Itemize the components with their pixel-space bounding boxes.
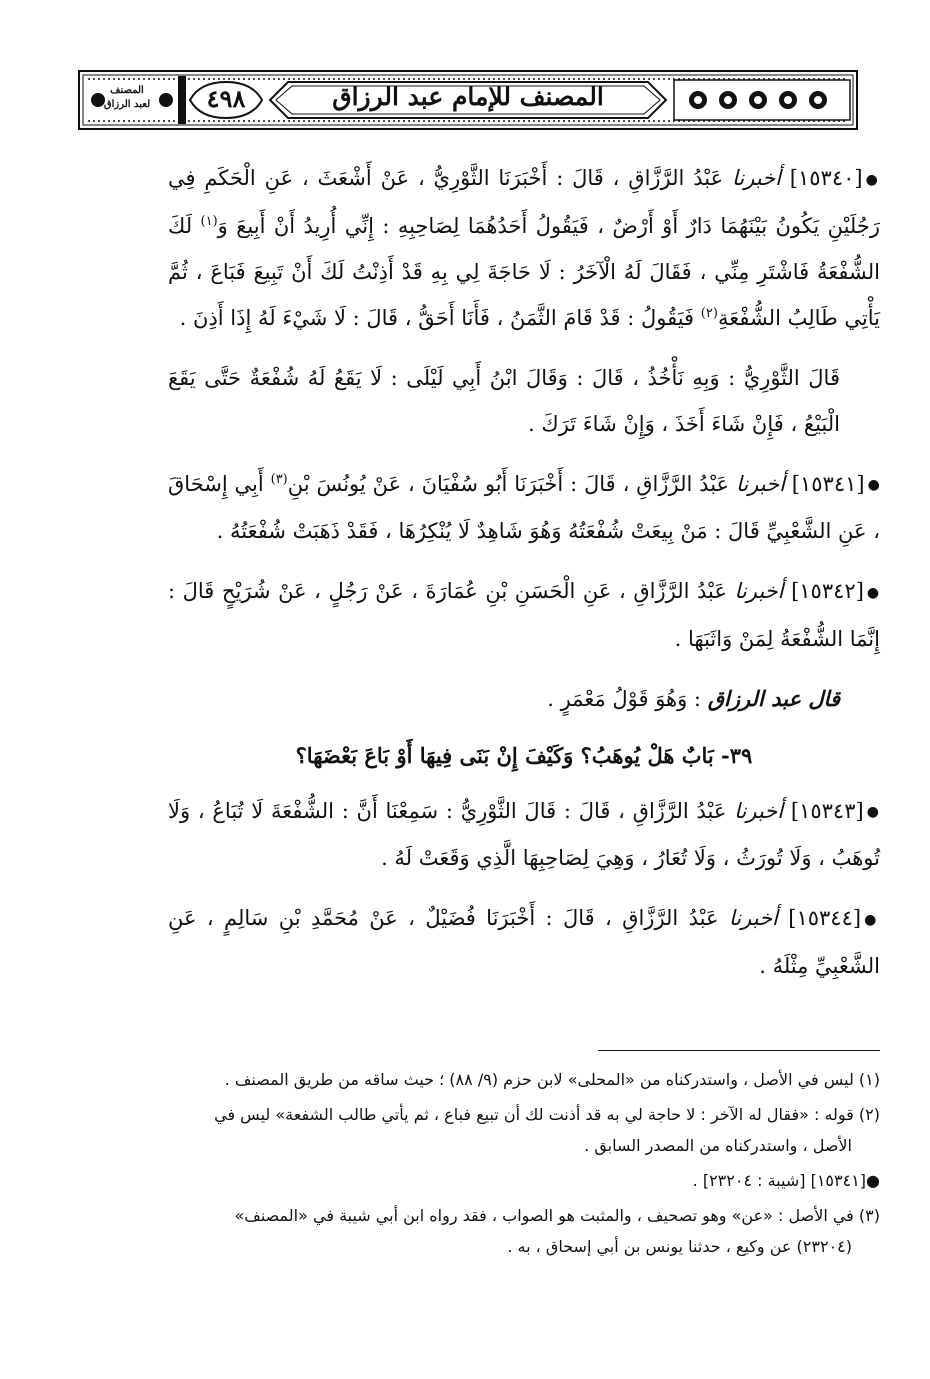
comment-text: قَالَ الثَّوْرِيُّ : وَبِهِ نَأْخُذُ ، قَالَ : وَقَالَ ابْنُ أَبِي لَيْلَى : لَا يَقَعُ لَهُ شُفْعَةٌ حَتَّى يَقَعَ الْبَيْعُ ، فَإِنْ شَاءَ أَخَذَ ، وَإِنْ شَاءَ تَرَكَ .	[168, 365, 840, 436]
comment-abdurrazzaq	[168, 676, 880, 722]
bullet-icon: ●	[866, 804, 880, 820]
footnote-3	[150, 1200, 880, 1262]
narration-word: أخبرنا	[731, 166, 781, 190]
footnote-3-line-2: (٢٣٢٠٤) عن وكيع ، حدثنا يونس بن أبي إسحاق ، به .	[507, 1237, 852, 1256]
hadith-15341	[168, 461, 880, 555]
hadith-text-cont: لَكَ الشُّفْعَةُ فَاشْتَرِ مِنِّي ، فَقَالَ لَهُ الْآخَرُ : لَا حَاجَةَ لِي بِهِ قَدْ أَذِنْتُ لَكَ أَنْ تَبِيعَ فَبَاعَ ، ثُمَّ يَأْتِي طَالِبُ الشُّفْعَةِ	[168, 213, 880, 330]
bullet-icon: ●	[867, 477, 881, 493]
hadith-15343	[168, 788, 880, 882]
qal-abdurrazzaq: قال عبد الرزاق	[707, 685, 840, 711]
footnotes	[150, 1064, 880, 1266]
comment-thawri	[168, 355, 880, 447]
hadith-text: عَبْدُ الرَّزَّاقِ ، قَالَ : أَخْبَرَنَا أَبُو سُفْيَانَ ، عَنْ يُونُسَ بْنِ	[287, 471, 730, 496]
hadith-15342	[168, 568, 880, 662]
hadith-15340	[168, 155, 880, 341]
footnote-ref-2: (٢)	[700, 305, 718, 321]
main-text	[168, 155, 880, 1003]
footnote-2	[150, 1099, 880, 1161]
page-number: ٤٩٨	[206, 84, 246, 113]
hadith-text: عَبْدُ الرَّزَّاقِ ، قَالَ : أَخْبَرَنَا فُضَيْلٌ ، عَنْ مُحَمَّدِ بْنِ سَالِمٍ ، عَنِ الشَّعْبِيِّ مِثْلَهُ .	[168, 906, 880, 978]
hadith-number: [١٥٣٤٣]	[790, 798, 864, 823]
footnote-ref-3: (٣)	[270, 471, 288, 487]
bullet-icon: ●	[865, 171, 880, 188]
hadith-15344	[168, 895, 880, 989]
comment-text: : وَهُوَ قَوْلُ مَعْمَرٍ .	[547, 686, 702, 711]
footnote-separator	[598, 1050, 880, 1051]
hadith-text: عَبْدُ الرَّزَّاقِ ، قَالَ : قَالَ الثَّوْرِيُّ : سَمِعْنَا أَنَّ : الشُّفْعَةَ لَا تُبَاعُ ، وَلَا تُوهَبُ ، وَلَا تُورَثُ ، وَلَا تُعَارُ ، وَهِيَ لِصَاحِبِهَا الَّذِي وَقَعَتْ لَهُ .	[168, 798, 880, 870]
hadith-text-end: فَيَقُولُ : قَدْ قَامَ الثَّمَنُ ، فَأَنَا أَحَقُّ ، قَالَ : لَا شَيْءَ لَهُ إِذَا أَذِنَ .	[179, 305, 695, 330]
footnote-2-line-2: الأصل ، واستدركناه من المصدر السابق .	[584, 1136, 852, 1155]
narration-word: أخبرنا	[734, 579, 784, 603]
seal-line-2: لعبد الرزاق	[103, 99, 151, 110]
bullet-icon: ●	[866, 584, 881, 601]
hadith-number: [١٥٣٤٢]	[791, 579, 864, 603]
bullet-icon: ●	[866, 1171, 880, 1190]
footnote-source-ref	[150, 1165, 880, 1196]
chapter-heading: ٣٩- بَابٌ هَلْ يُوهَبُ؟ وَكَيْفَ إِنْ بَنَى فِيهَا أَوْ بَاعَ بَعْضَهَا؟	[295, 742, 753, 768]
hadith-text-cont: أَبِي إِسْحَاقَ ، عَنِ الشَّعْبِيِّ قَالَ : مَنْ بِيعَتْ شُفْعَتُهُ وَهُوَ شَاهِدٌ لَا يُنْكِرُهَا ، فَقَدْ ذَهَبَتْ شُفْعَتُهُ .	[168, 471, 880, 543]
source-ref-text: [١٥٣٤١] [شيبة : ٢٣٢٠٤] .	[692, 1171, 867, 1190]
footnote-1: (١) ليس في الأصل ، واستدركناه من «المحلى» لابن حزم (٩/ ٨٨) ؛ حيث ساقه من طريق المصنف .	[224, 1070, 880, 1089]
bullet-icon: ●	[864, 911, 880, 928]
narration-word: أخبرنا	[734, 798, 784, 823]
hadith-text: عَبْدُ الرَّزَّاقِ ، قَالَ : أَخْبَرَنَا الثَّوْرِيُّ ، عَنْ أَشْعَثَ ، عَنِ الْحَكَمِ فِي رَجُلَيْنِ يَكُونُ بَيْنَهُمَا دَارٌ أَوْ أَرْضٌ ، فَيَقُولُ أَحَدُهُمَا لِصَاحِبِهِ : إِنِّي أُرِيدُ أَنْ أَبِيعَ وَ	[168, 166, 880, 238]
page-header	[78, 70, 858, 130]
hadith-number: [١٥٣٤٤]	[788, 906, 862, 930]
footnote-ref-1: (١)	[200, 213, 218, 229]
narration-word: أخبرنا	[728, 906, 778, 930]
hadith-number: [١٥٣٤١]	[791, 471, 865, 496]
narration-word: أخبرنا	[735, 471, 785, 496]
running-title: المصنف للإمام عبد الرزاق	[332, 82, 604, 111]
seal-line-1: المصنف	[110, 85, 144, 96]
publisher-seal	[80, 78, 174, 122]
footnote-3-line-1: (٣) في الأصل : «عن» وهو تصحيف ، والمثبت هو الصواب ، فقد رواه ابن أبي شيبة في «المصنف»	[234, 1206, 880, 1225]
footnote-2-line-1: (٢) قوله : «فقال له الآخر : لا حاجة لي به قد أذنت لك أن تبيع فباع ، ثم يأتي طالب الشفعة» ليس في	[214, 1105, 880, 1124]
hadith-text: عَبْدُ الرَّزَّاقِ ، عَنِ الْحَسَنِ بْنِ عُمَارَةَ ، عَنْ رَجُلٍ ، عَنْ شُرَيْحٍ قَالَ : إِنَّمَا الشُّفْعَةُ لِمَنْ وَاثَبَهَا .	[168, 579, 880, 651]
hadith-number: [١٥٣٤٠]	[789, 166, 863, 190]
